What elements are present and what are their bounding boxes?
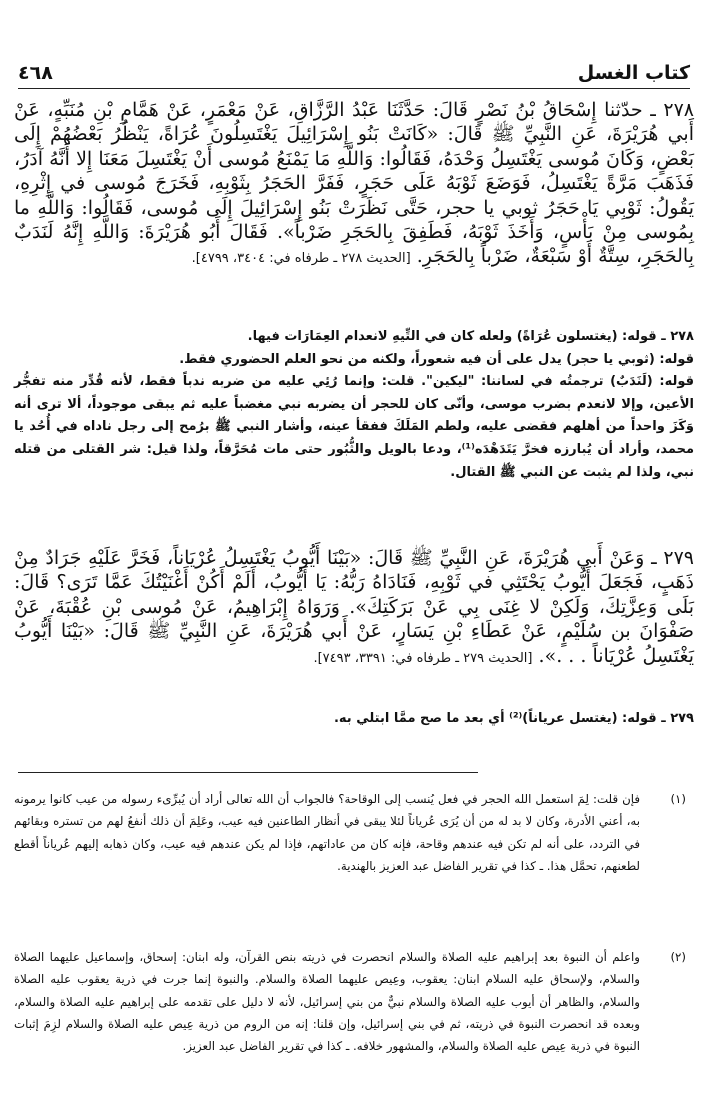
commentary-paragraph: قوله: (ثوبي يا حجر) يدل على أن فيه شعوراً، ولكنه من نحو العلم الحضوري فقط. [179, 351, 694, 367]
hadith-279-reference: [الحديث ٢٧٩ ـ طرفاه في: ٣٣٩١، ٧٤٩٣]. [313, 650, 533, 666]
footnote-1 [14, 788, 694, 877]
book-chapter-title: كتاب الغسل [577, 62, 690, 84]
commentary-279: ٢٧٩ ـ قوله: (يغتسل عرياناً)⁽²⁾ أي بعد ما صح ممَّا ابتلي به. [333, 711, 694, 726]
footnote-number: (١) [670, 792, 686, 806]
hadith-279-text: ٢٧٩ ـ وَعَنْ أَبي هُرَيْرَةَ، عَنِ النَّبِيِّ ﷺ قَالَ: «بَيْنَا أَيُّوبُ يَغْتَسِلُ عُرْيَاناً، فَخَرَّ عَلَيْهِ جَرَادٌ مِنْ ذَهَبٍ، فَجَعَلَ أَيُّوبُ يَحْتَثِي في ثَوْبِهِ، فَنَادَاهُ رَبُّهُ: يَا أَيُّوبُ، أَلَمْ أَكُنْ أَغْنَيْتُكَ عَمَّا تَرَى؟ قَالَ: بَلَى وَعِزَّتِكَ، وَلَكِنْ لا غِنَى بِي عَنْ بَرَكَتِكَ». وَرَوَاهُ إِبْرَاهِيمُ، عَنْ مُوسى بْنِ عُقْبَةَ، عَنْ صَفْوَانَ بن سُلَيْمٍ، عَنْ عَطَاءِ بْنِ يَسَارٍ، عَنْ أَبي هُرَيْرَةَ، عَنِ النَّبِيِّ ﷺ قَالَ: «بَيْنَا أَيُّوبُ يَغْتَسِلُ عُرْيَاناً . . .». [14, 547, 694, 667]
page-number: ٤٦٨ [18, 62, 53, 84]
footnote-text: واعلم أن النبوة بعد إبراهيم عليه الصلاة والسلام انحصرت في ذريته بنص القرآن، وله ابنان: إسحاق، وإسماعيل عليهما الصلاة والسلام، ولإسحاق عليه السلام ابنان: يعقوب، وعِيص عليهما الصلاة والسلام. والنبوة إنما جرت في ذرية يعقوب عليه الصلاة والسلام، والظاهر أن أيوب عليه الصلاة والسلام نبيٌّ من بني إسرائيل، لأنه لا دليل على تقدمه على إبراهيم عليه الصلاة والسلام، وبعده قد انحصرت النبوة في ذريته، ثم في بني إسرائيل، وإن قلنا: إنه من الروم من ذرية عِيص عليه الصلاة والسلام لزِمَ إثبات النبوة في ذرية عِيص عليه الصلاة والسلام، والمشهور خلافه. ـ كذا في تقرير الفاضل عبد العزيز. [14, 950, 640, 1054]
footnote-text: فإن قلت: لِمَ استعمل الله الحجر في فعل يُنسب إلى الوقاحة؟ فالجواب أن الله تعالى أراد أن يُبرِّىء رسوله من عيب كانوا يرمونه به، أعني الأدرة، وكان لا بد له من أن يُرَى عُرياناً لئلا يبقى في أنظار الطاعنين فيه عيب، وعَلِمَ أن ذلك أنفعُ لهم من تستره وبقائهم في التردد، على أنه لم تكن فيه عندهم وقاحة، فإنه كان من عاداتهم، فإذا لم يكن عندهم فيه عيب، وكان ذهابه إليهم عُرياناً أقطع لطعنهم، تحمَّل هذا. ـ كذا في تقرير الفاضل عبد العزيز بالهندية. [14, 792, 640, 873]
hadith-278-reference: [الحديث ٢٧٨ ـ طرفاه في: ٣٤٠٤، ٤٧٩٩]. [191, 251, 411, 267]
footnote-divider [18, 772, 478, 773]
page-header [18, 62, 690, 89]
hadith-278 [14, 98, 694, 272]
hadith-278-text: ٢٧٨ ـ حدّثنا إِسْحَاقُ بْنُ نَصْرٍ قَالَ: حَدَّثَنَا عَبْدُ الرَّزَّاقِ، عَنْ مَعْمَرٍ، عَنْ هَمَّامِ بْنِ مُنَبِّهٍ، عَنْ أَبي هُرَيْرَةَ، عَنِ النَّبِيِّ ﷺ قَالَ: «كَانَتْ بَنُو إِسْرَائِيلَ يَغْتَسِلُونَ عُرَاةً، يَنْظُرُ بَعْضُهُمْ إِلَى بَعْضٍ، وَكَانَ مُوسى يَغْتَسِلُ وَحْدَهُ، فَقَالُوا: وَاللَّهِ مَا يَمْنَعُ مُوسى أَنْ يَغْتَسِلَ مَعَنَا إِلا أَنَّهُ آدَرُ، فَذَهَبَ مَرَّةً يَغْتَسِلُ، فَوَضَعَ ثَوْبَهُ عَلَى حَجَرٍ، فَفَرَّ الحَجَرُ بِثَوْبِهِ، فَخَرَجَ مُوسى في إِثْرِهِ، يَقُولُ: ثَوْبِي يَا حَجَرُ ثوبي يا حجر، حَتَّى نَظَرَتْ بَنُو إِسْرَائِيلَ إِلَى مُوسى، فَقَالُوا: وَاللَّهِ ما بِمُوسى مِنْ بَأْسٍ، وَأَخَذَ ثَوْبَهُ، فَطَفِقَ بِالحَجَرِ ضَرْباً». فَقَالَ أَبُو هُرَيْرَةَ: وَاللَّهِ إِنَّهُ لَنَدَبٌ بِالحَجَرِ، سِتَّةٌ أَوْ سَبْعَةٌ، ضَرْباً بِالحَجَرِ. [14, 99, 694, 268]
footnote-number: (٢) [670, 950, 686, 964]
footnote-2 [14, 946, 694, 1057]
hadith-279 [14, 546, 694, 671]
commentary-278 [14, 326, 694, 484]
commentary-paragraph: ٢٧٨ ـ قوله: (يغتسلون عُرَاةً) ولعله كان في التِّيهِ لانعدام العِمَارَات فيها. [247, 329, 694, 344]
commentary-paragraph: قوله: (لَنَدَبٌ) ترجمتُه في لساننا: "ليكين". قلت: وإنما رُئِي عليه من ضربه ندباً فقط، لأنه قُدِّر منه تفجُّر الأعين، وإلا لانعدم بضرب موسى، وأنّى كان للحجر أن يضربه نبي مغضباً عليه ثم يبقى موجوداً، ألا ترى أنه وَكَزَ واحداً من أهلهم فقضى عليه، ولطم المَلَكَ ففقأ عينه، وأشار النبي ﷺ برُمح إلى رجل ناداه في أُحُد يا محمد، وأراد أن يُبارزه فخرَّ يَتَدَهْدَه⁽¹⁾، ودعا بالويل والثُّبُور حتى مات مُحَرَّقاً، ولذا قيل: شر القتلى من قتله نبي، ولذا لم يثبت عن النبي ﷺ القتال. [14, 374, 695, 480]
